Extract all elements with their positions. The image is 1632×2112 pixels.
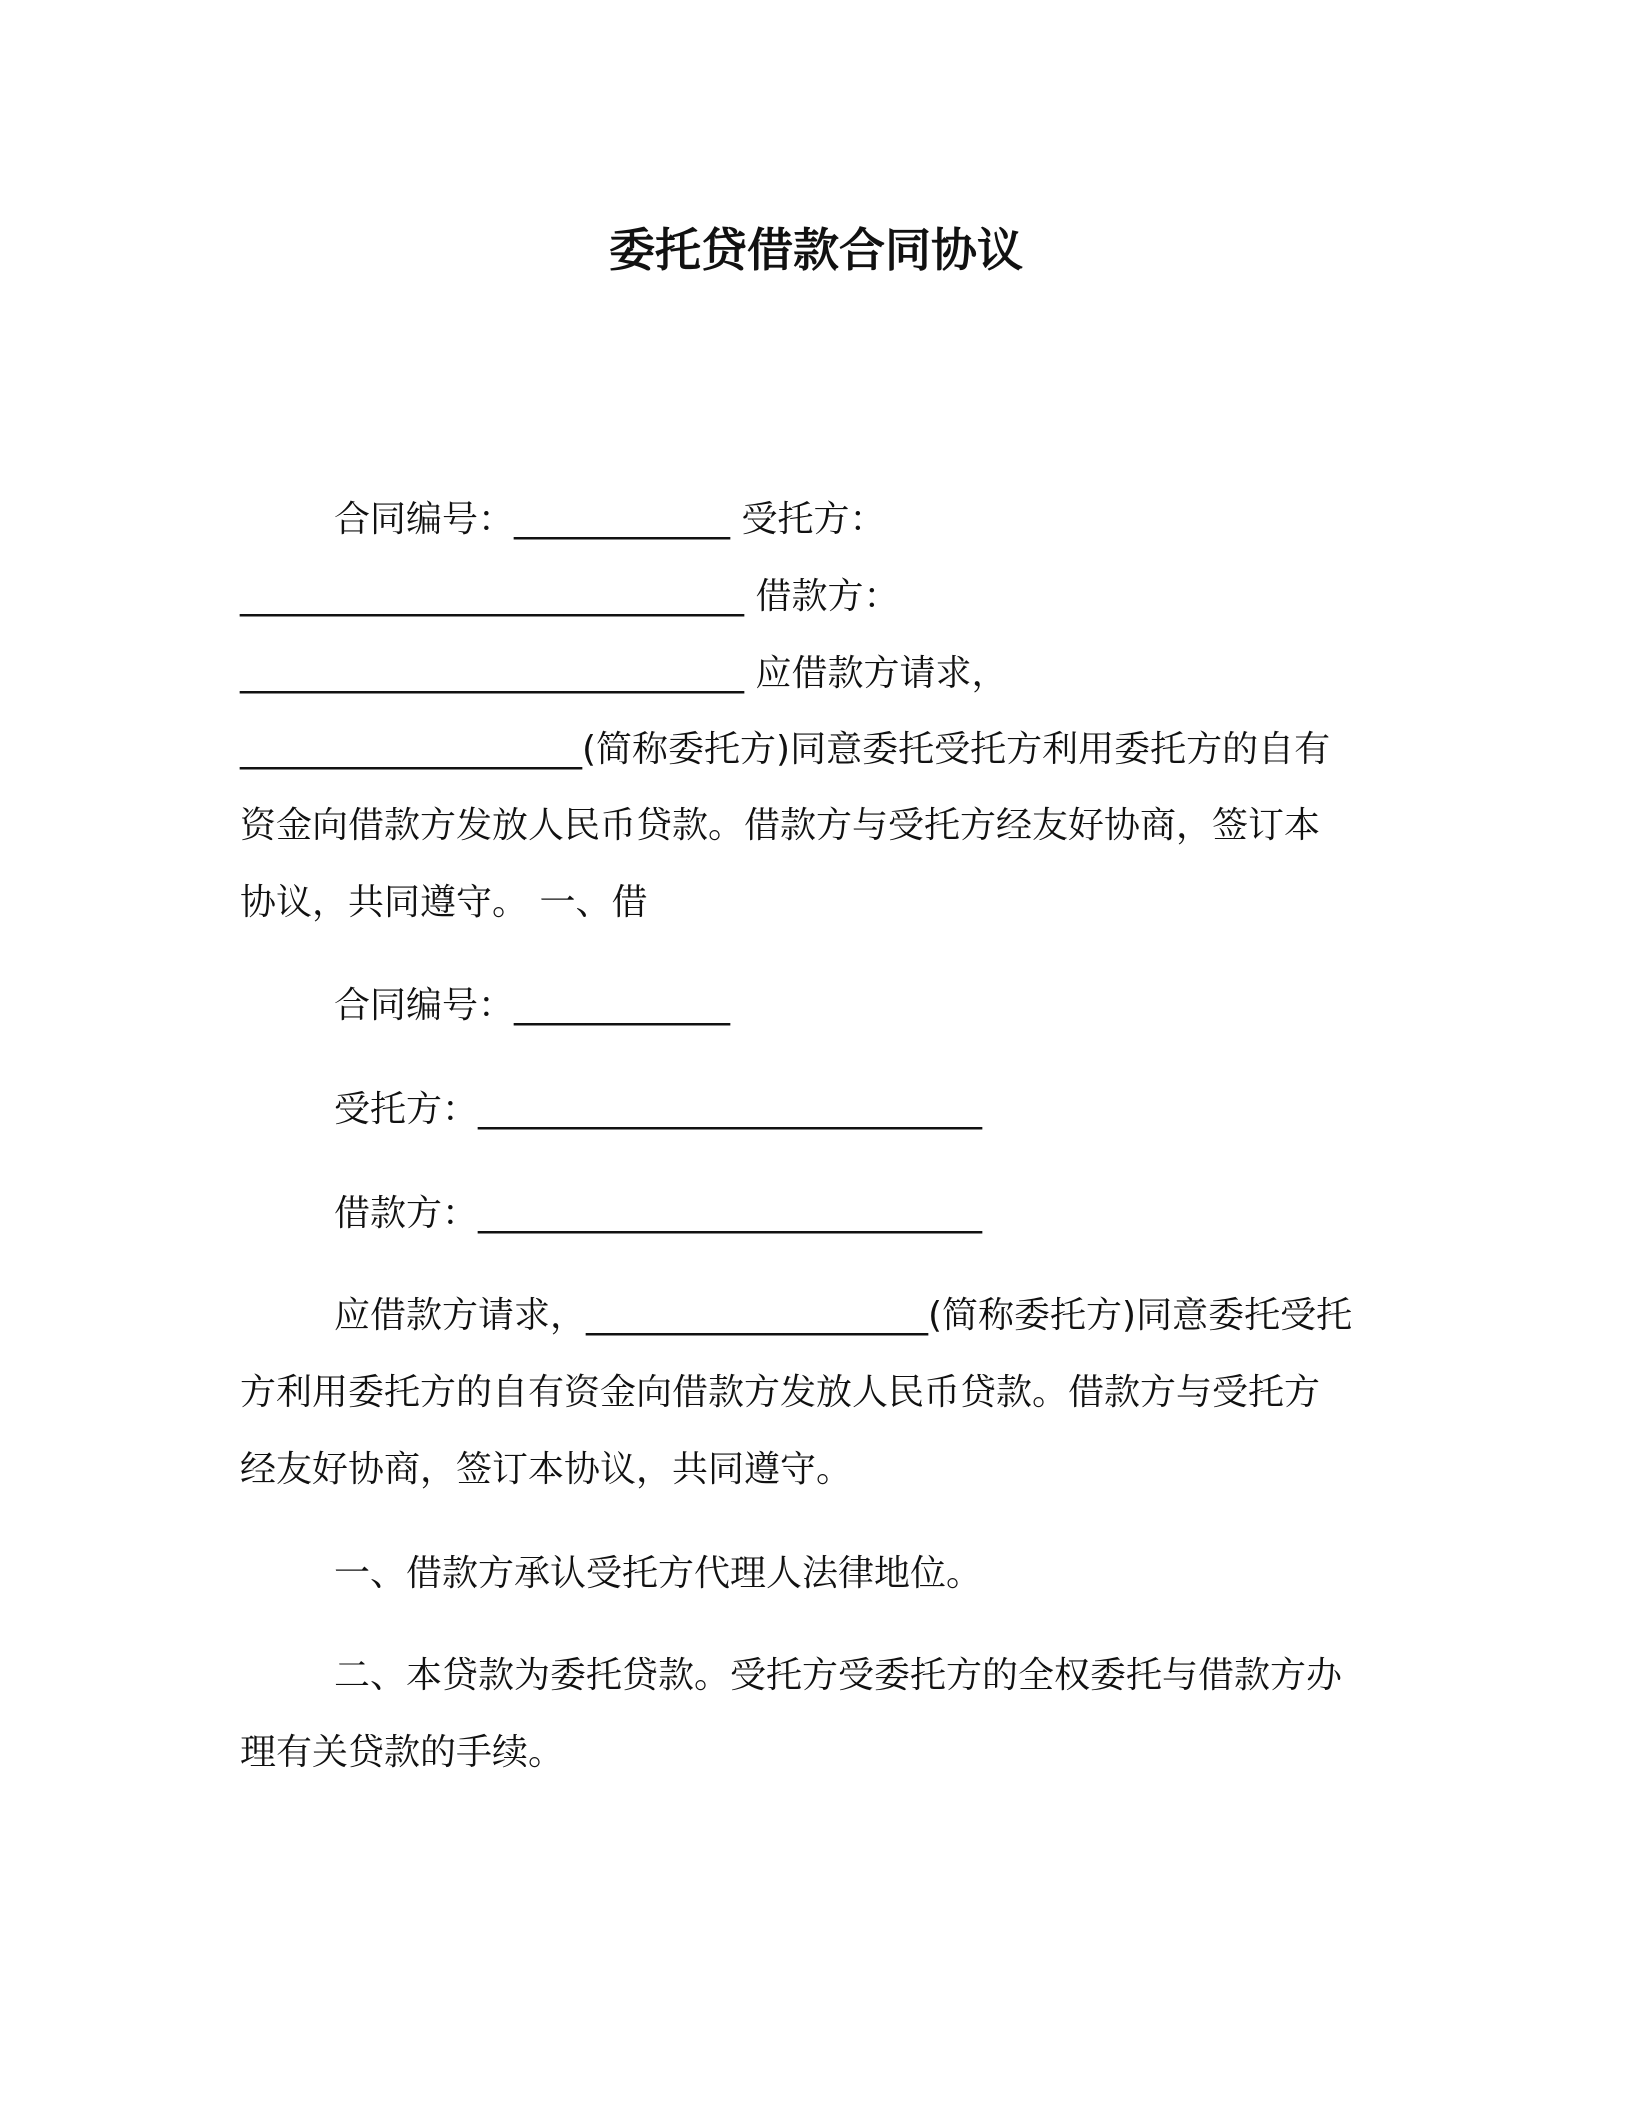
document-title: 委托贷借款合同协议 [609,223,1023,277]
paragraph-1-line-4: ___________________(简称委托方)同意委托受托方利用委托方的自有 [240,729,1331,770]
paragraph-1-line-1: 合同编号：____________ 受托方： [334,499,886,540]
clause-2-line-2: 理有关贷款的手续。 [240,1732,565,1773]
contract-number-line: 合同编号：____________ [334,985,731,1026]
clause-1: 一、借款方承认受托方代理人法律地位。 [334,1553,983,1594]
paragraph-2-line-2: 方利用委托方的自有资金向借款方发放人民币贷款。借款方与受托方 [240,1372,1321,1413]
trustee-line: 受托方：____________________________ [334,1089,983,1130]
borrower-line: 借款方：____________________________ [334,1193,983,1234]
paragraph-1-line-5: 资金向借款方发放人民币贷款。借款方与受托方经友好协商，签订本 [240,805,1321,846]
paragraph-1-line-3: ____________________________ 应借款方请求， [240,653,1008,694]
clause-2-line-1: 二、本贷款为委托贷款。受托方受委托方的全权委托与借款方办 [334,1655,1343,1696]
paragraph-2-line-3: 经友好协商，签订本协议，共同遵守。 [240,1449,853,1490]
paragraph-1-line-2: ____________________________ 借款方： [240,576,900,617]
paragraph-2-line-1: 应借款方请求，___________________(简称委托方)同意委托受托 [334,1295,1353,1336]
paragraph-1-line-6: 协议，共同遵守。 一、借 [240,882,648,923]
